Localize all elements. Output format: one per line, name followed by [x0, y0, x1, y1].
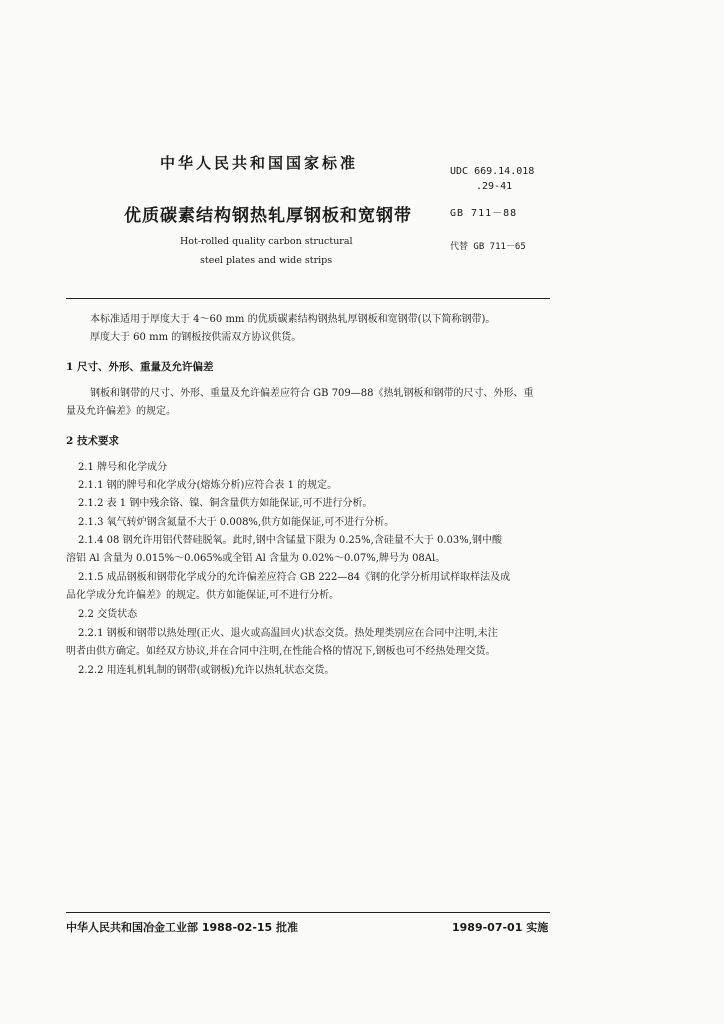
clause-2-1-4-line2: 溶铝 Al 含量为 0.015%～0.065%或全铝 Al 含量为 0.02%～0.07%,牌号为 08Al。 — [66, 553, 446, 564]
clause-2-1-4-line1: 2.1.4 08 钢允许用铝代替硅脱氧。此时,钢中含锰量下限为 0.25%,含硅量不大于 0.03%,钢中酸 — [78, 535, 502, 546]
standard-number: GB 711－88 — [450, 208, 518, 219]
intro-paragraph-line1: 本标准适用于厚度大于 4～60 mm 的优质碳素结构钢热轧厚钢板和宽钢带(以下简称钢带)。 — [90, 314, 496, 325]
section-1-text-line2: 量及允许偏差》的规定。 — [66, 406, 176, 417]
intro-paragraph-line2: 厚度大于 60 mm 的钢板按供需双方协议供货。 — [90, 332, 302, 343]
clause-2-1-5-line1: 2.1.5 成品钢板和钢带化学成分的允许偏差应符合 GB 222—84《钢的化学分析用试样取样法及成 — [78, 572, 511, 583]
document-title-cn: 优质碳素结构钢热轧厚钢板和宽钢带 — [124, 206, 412, 226]
approval-line: 中华人民共和国冶金工业部 1988-02-15 批准 — [66, 921, 299, 934]
udc-code-line2: .29-41 — [476, 181, 513, 192]
clause-2-1-1: 2.1.1 钢的牌号和化学成分(熔炼分析)应符合表 1 的规定。 — [78, 480, 338, 491]
clause-2-1-2: 2.1.2 表 1 钢中残余铬、镍、铜含量供方如能保证,可不进行分析。 — [78, 498, 373, 509]
udc-code-line1: UDC 669.14.018 — [450, 166, 535, 177]
header-divider — [66, 298, 550, 299]
document-title-en-line1: Hot-rolled quality carbon structural — [180, 236, 353, 247]
clause-2-1-3: 2.1.3 氧气转炉钢含氮量不大于 0.008%,供方如能保证,可不进行分析。 — [78, 517, 395, 528]
section-1-heading: 1 尺寸、外形、重量及允许偏差 — [66, 361, 214, 373]
replaces-standard: 代替 GB 711－65 — [450, 242, 526, 252]
clause-2-2-2: 2.2.2 用连轧机轧制的钢带(或钢板)允许以热轧状态交货。 — [78, 665, 335, 676]
section-1-text-line1: 钢板和钢带的尺寸、外形、重量及允许偏差应符合 GB 709—88《热轧钢板和钢带的尺寸、外形、重 — [90, 388, 534, 399]
clause-2-2-1-line2: 明者由供方确定。如经双方协议,并在合同中注明,在性能合格的情况下,钢板也可不经热处理交货。 — [66, 646, 496, 657]
section-2-heading: 2 技术要求 — [66, 435, 119, 447]
section-2-1-heading: 2.1 牌号和化学成分 — [78, 462, 168, 473]
footer-divider — [66, 912, 550, 913]
clause-2-1-5-line2: 品化学成分允许偏差》的规定。供方如能保证,可不进行分析。 — [66, 590, 340, 601]
implementation-date: 1989-07-01 实施 — [452, 921, 549, 934]
document-title-en-line2: steel plates and wide strips — [200, 255, 333, 266]
section-2-2-heading: 2.2 交货状态 — [78, 609, 138, 620]
national-standard-heading: 中华人民共和国国家标准 — [160, 154, 359, 172]
clause-2-2-1-line1: 2.2.1 钢板和钢带以热处理(正火、退火或高温回火)状态交货。热处理类别应在合同中注明,未注 — [78, 628, 498, 639]
